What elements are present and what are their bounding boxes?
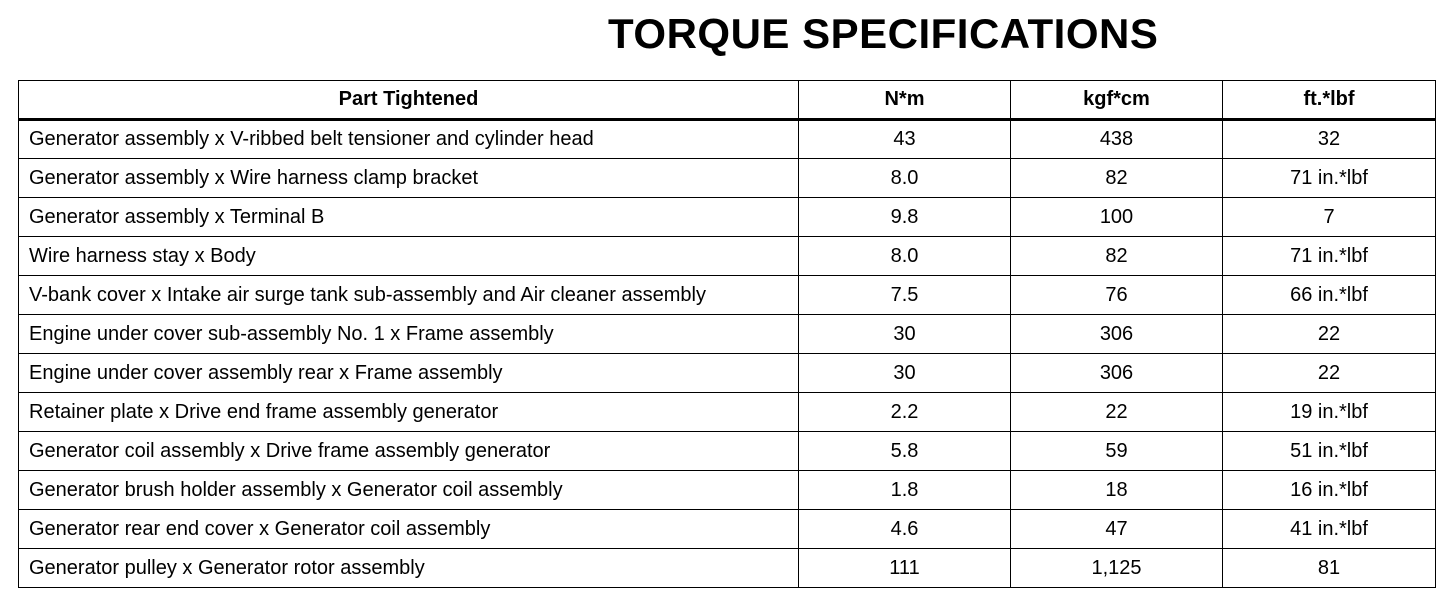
table-row (19, 315, 1436, 354)
kgf-cell: 82 (1011, 159, 1223, 198)
ft-cell: 19 in.*lbf (1223, 393, 1436, 432)
part-cell: Wire harness stay x Body (19, 237, 799, 276)
ft-cell: 71 in.*lbf (1223, 237, 1436, 276)
kgf-cell: 47 (1011, 510, 1223, 549)
ft-cell: 7 (1223, 198, 1436, 237)
part-cell: Generator rear end cover x Generator coil assembly (19, 510, 799, 549)
kgf-cell: 82 (1011, 237, 1223, 276)
nm-cell: 43 (799, 120, 1011, 159)
part-cell: Generator coil assembly x Drive frame assembly generator (19, 432, 799, 471)
part-cell: Engine under cover assembly rear x Frame assembly (19, 354, 799, 393)
nm-cell: 1.8 (799, 471, 1011, 510)
table-row (19, 432, 1436, 471)
kgf-cell: 18 (1011, 471, 1223, 510)
nm-cell: 30 (799, 354, 1011, 393)
ft-cell: 41 in.*lbf (1223, 510, 1436, 549)
table-row (19, 276, 1436, 315)
page-title: TORQUE SPECIFICATIONS (608, 10, 1159, 57)
table-row (19, 120, 1436, 159)
kgf-cell: 100 (1011, 198, 1223, 237)
nm-cell: 111 (799, 549, 1011, 588)
table-row (19, 510, 1436, 549)
torque-spec-table (18, 80, 1436, 588)
table-row (19, 393, 1436, 432)
part-cell: Generator assembly x V-ribbed belt tensioner and cylinder head (19, 120, 799, 159)
kgf-cell: 306 (1011, 354, 1223, 393)
nm-cell: 7.5 (799, 276, 1011, 315)
kgf-cell: 1,125 (1011, 549, 1223, 588)
kgf-cell: 22 (1011, 393, 1223, 432)
table-row (19, 198, 1436, 237)
kgf-cell: 438 (1011, 120, 1223, 159)
table-row (19, 237, 1436, 276)
nm-cell: 30 (799, 315, 1011, 354)
table-row (19, 354, 1436, 393)
ft-cell: 22 (1223, 315, 1436, 354)
nm-cell: 8.0 (799, 159, 1011, 198)
column-header-nm: N*m (799, 81, 1011, 120)
part-cell: Engine under cover sub-assembly No. 1 x Frame assembly (19, 315, 799, 354)
column-header-part: Part Tightened (19, 81, 799, 120)
ft-cell: 81 (1223, 549, 1436, 588)
table-row (19, 471, 1436, 510)
part-cell: V-bank cover x Intake air surge tank sub-assembly and Air cleaner assembly (19, 276, 799, 315)
part-cell: Generator pulley x Generator rotor assembly (19, 549, 799, 588)
ft-cell: 16 in.*lbf (1223, 471, 1436, 510)
table-row (19, 549, 1436, 588)
nm-cell: 2.2 (799, 393, 1011, 432)
nm-cell: 9.8 (799, 198, 1011, 237)
column-header-ft: ft.*lbf (1223, 81, 1436, 120)
table-row (19, 159, 1436, 198)
part-cell: Generator brush holder assembly x Generator coil assembly (19, 471, 799, 510)
nm-cell: 5.8 (799, 432, 1011, 471)
header-row (19, 81, 1436, 120)
nm-cell: 8.0 (799, 237, 1011, 276)
kgf-cell: 306 (1011, 315, 1223, 354)
table-header (19, 81, 1436, 120)
part-cell: Generator assembly x Terminal B (19, 198, 799, 237)
nm-cell: 4.6 (799, 510, 1011, 549)
ft-cell: 51 in.*lbf (1223, 432, 1436, 471)
table-body (19, 120, 1436, 588)
kgf-cell: 76 (1011, 276, 1223, 315)
part-cell: Retainer plate x Drive end frame assembly generator (19, 393, 799, 432)
ft-cell: 71 in.*lbf (1223, 159, 1436, 198)
part-cell: Generator assembly x Wire harness clamp bracket (19, 159, 799, 198)
kgf-cell: 59 (1011, 432, 1223, 471)
column-header-kgf: kgf*cm (1011, 81, 1223, 120)
ft-cell: 22 (1223, 354, 1436, 393)
ft-cell: 66 in.*lbf (1223, 276, 1436, 315)
ft-cell: 32 (1223, 120, 1436, 159)
